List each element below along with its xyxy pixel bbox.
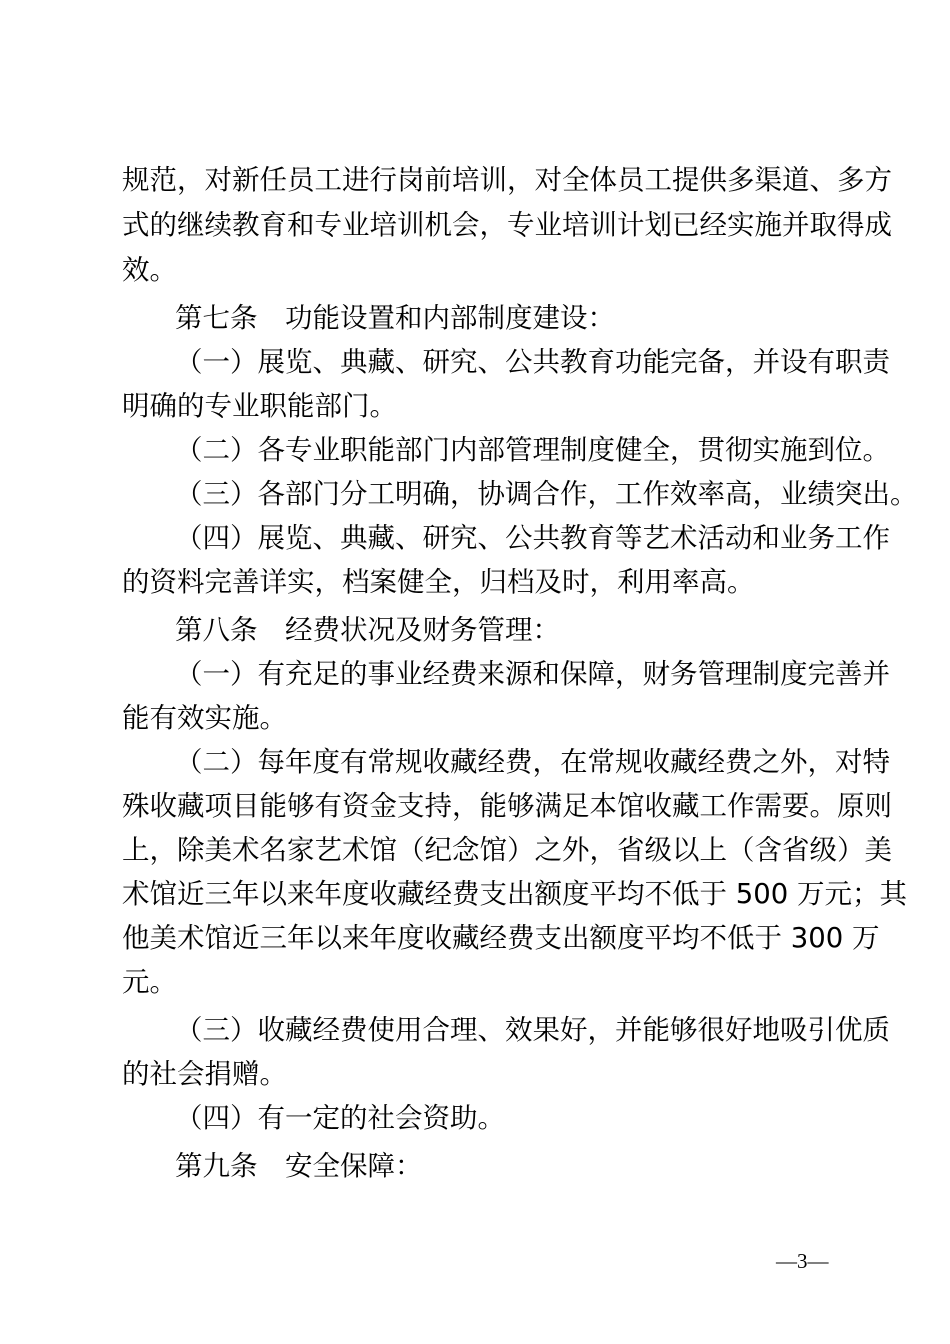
paragraph-line: （四）有一定的社会资助。: [175, 1102, 505, 1134]
paragraph-line: 的资料完善详实，档案健全，归档及时，利用率高。: [122, 566, 755, 598]
paragraph-line: （二）各专业职能部门内部管理制度健全，贯彻实施到位。: [175, 434, 890, 466]
paragraph-line: 的社会捐赠。: [122, 1058, 287, 1090]
article-heading: 第九条 安全保障：: [175, 1150, 423, 1182]
paragraph-line: （三）各部门分工明确，协调合作，工作效率高，业绩突出。: [175, 478, 918, 510]
article-heading: 第七条 功能设置和内部制度建设：: [175, 302, 615, 334]
article-heading: 第八条 经费状况及财务管理：: [175, 614, 560, 646]
paragraph-line: 能有效实施。: [122, 702, 287, 734]
paragraph-line: 术馆近三年以来年度收藏经费支出额度平均不低于 500 万元；其: [122, 878, 907, 910]
paragraph-line: （三）收藏经费使用合理、效果好，并能够很好地吸引优质: [175, 1014, 890, 1046]
paragraph-line: 规范，对新任员工进行岗前培训，对全体员工提供多渠道、多方: [122, 164, 892, 196]
paragraph-line: 殊收藏项目能够有资金支持，能够满足本馆收藏工作需要。原则: [122, 790, 892, 822]
paragraph-line: 元。: [122, 966, 177, 998]
paragraph-line: 上，除美术名家艺术馆（纪念馆）之外，省级以上（含省级）美: [122, 834, 892, 866]
paragraph-line: 明确的专业职能部门。: [122, 390, 397, 422]
page-number: —3—: [776, 1249, 829, 1273]
paragraph-line: 他美术馆近三年以来年度收藏经费支出额度平均不低于 300 万: [122, 922, 880, 954]
paragraph-line: （四）展览、典藏、研究、公共教育等艺术活动和业务工作: [175, 522, 890, 554]
paragraph-line: 式的继续教育和专业培训机会，专业培训计划已经实施并取得成: [122, 209, 892, 241]
paragraph-line: （一）有充足的事业经费来源和保障，财务管理制度完善并: [175, 658, 890, 690]
paragraph-line: （二）每年度有常规收藏经费，在常规收藏经费之外，对特: [175, 746, 890, 778]
paragraph-line: 效。: [122, 254, 177, 286]
paragraph-line: （一）展览、典藏、研究、公共教育功能完备，并设有职责: [175, 346, 890, 378]
